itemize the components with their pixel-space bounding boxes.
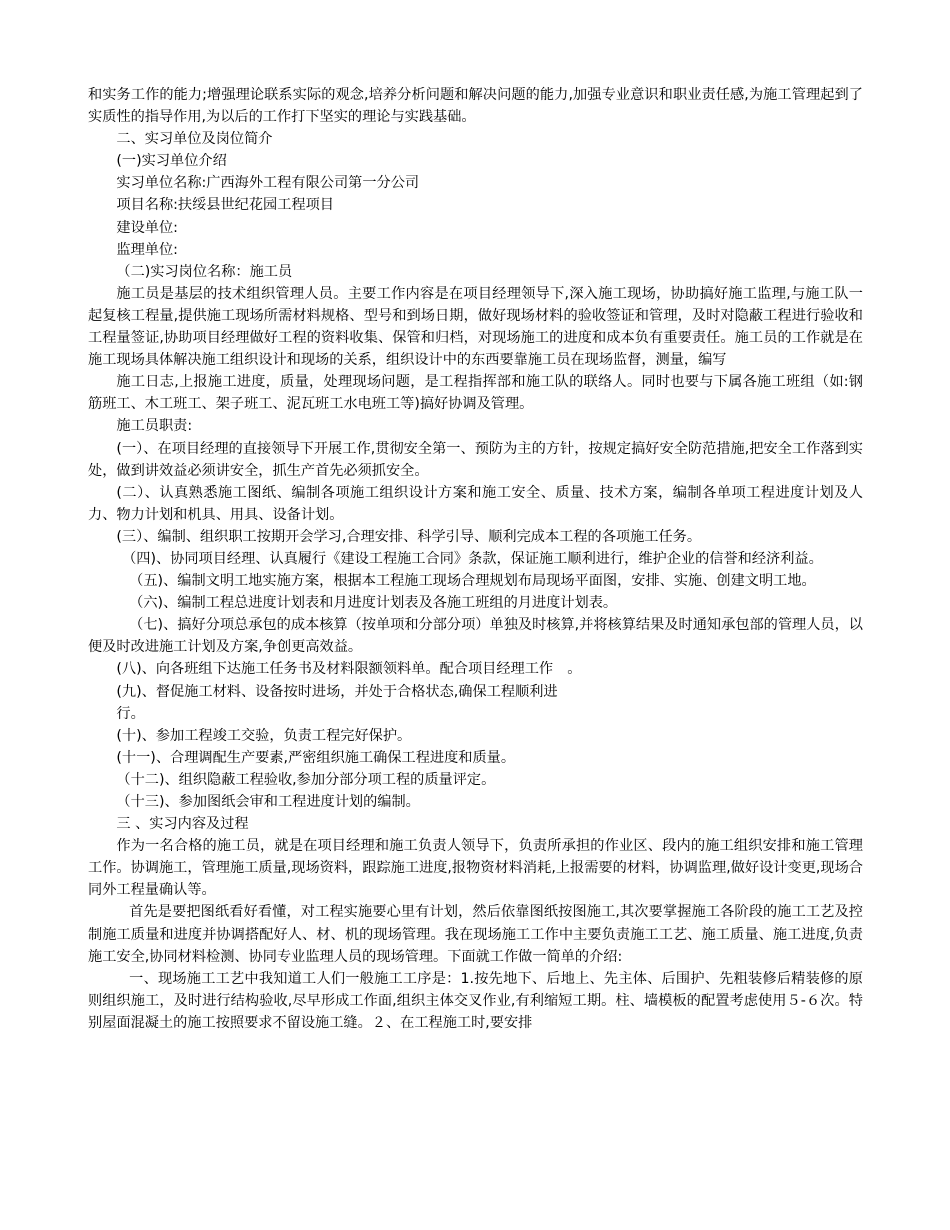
paragraph: （四)、协同项目经理、认真履行《建设工程施工合同》条款，保证施工顺利进行，维护企业的信誉和经济利益。 [122,550,823,567]
paragraph: （五)、编制文明工地实施方案，根据本工程施工现场合理规划布局现场平面图，安排、实施、创建文明工地。 [129,573,816,590]
paragraph: 首先是要把图纸看好看懂，对工程实施要心里有计划，然后依靠图纸按图施工,其次要掌握施工各阶段的施工工艺及控制施工质量和进度并协调搭配好人、材、机的现场管理。我在现场施工工作中主要负责施工工艺、施工质量、施工进度,负责施工安全,协同材料检测、协同专业监理人员的现场管理。下面就工作做一简单的介绍: [88,904,863,965]
paragraph: (八)、向各班组下达施工任务书及材料限额领料单。配合项目经理工作 。 [116,661,582,678]
paragraph: 施工员职责: [116,418,193,435]
paragraph: （二)实习岗位名称：施工员 [116,263,293,280]
paragraph: (九)、督促施工材料、设备按时进场，并处于合格状态,确保工程顺利进 [116,683,558,700]
paragraph: 实习单位名称:广西海外工程有限公司第一分公司 [116,175,420,192]
paragraph: 作为一名合格的施工员，就是在项目经理和施工负责人领导下，负责所承担的作业区、段内的施工组织安排和施工管理工作。协调施工，管理施工质量,现场资料，跟踪施工进度,报物资材料消耗,上报需要的材料，协调监理,做好设计变更,现场合同外工程量确认等。 [88,838,863,899]
paragraph: (十)、参加工程竣工交验，负责工程完好保护。 [116,727,412,744]
paragraph: 二、实习单位及岗位简介 [116,131,273,148]
document-page [88,84,863,1034]
paragraph: 施工日志,上报施工进度，质量，处理现场问题，是工程指挥部和施工队的联络人。同时也要与下属各施工班组（如:钢筋班工、木工班工、架子班工、泥瓦班工水电班工等)搞好协调及管理。 [88,374,863,413]
paragraph: 三 、实习内容及过程 [116,816,249,833]
paragraph: （十三)、参加图纸会审和工程进度计划的编制。 [116,794,420,810]
paragraph: 项目名称:扶绥县世纪花园工程项目 [116,197,334,214]
paragraph: 监理单位: [116,241,178,258]
paragraph: 一、现场施工工艺中我知道工人们一般施工工序是：1.按先地下、后地上、先主体、后围护、先粗装修后精装修的原则组织施工，及时进行结构验收,尽早形成工作面,组织主体交叉作业,有利缩短工期。柱、墙模板的配置考虑使用５-６次。特别屋面混凝土的施工按照要求不留设施工缝。２、在工程施工时,要安排 [88,970,863,1031]
paragraph: 和实务工作的能力;增强理论联系实际的观念,培养分析问题和解决问题的能力,加强专业意识和职业责任感,为施工管理起到了实质性的指导作用,为以后的工作打下坚实的理论与实践基础。 [88,87,863,126]
paragraph: （七)、搞好分项总承包的成本核算（按单项和分部分项）单独及时核算,并将核算结果及时通知承包部的管理人员，以便及时改进施工计划及方案,争创更高效益。 [88,617,863,656]
paragraph: (一)实习单位介绍 [116,153,227,170]
paragraph: (三）、编制、组织职工按期开会学习,合理安排、科学引导、顺利完成本工程的各项施工任务。 [116,528,702,545]
paragraph: 建设单位: [116,219,178,236]
paragraph: 行。 [116,705,145,722]
paragraph: （十二)、组织隐蔽工程验收,参加分部分项工程的质量评定。 [116,771,496,788]
paragraph: 施工员是基层的技术组织管理人员。主要工作内容是在项目经理领导下,深入施工现场，协助搞好施工监理,与施工队一起复核工程量,提供施工现场所需材料规格、型号和到场日期，做好现场材料的验收签证和管理，及时对隐蔽工程进行验收和工程量签证,协助项目经理做好工程的资料收集、保管和归档，对现场施工的进度和成本负有重要责任。施工员的工作就是在施工现场具体解决施工组织设计和现场的关系，组织设计中的东西要靠施工员在现场监督，测量，编写 [88,285,863,369]
paragraph: (十一)、合理调配生产要素,严密组织施工确保工程进度和质量。 [116,749,516,766]
paragraph: (二）、认真熟悉施工图纸、编制各项施工组织设计方案和施工安全、质量、技术方案，编制各单项工程进度计划及人力、物力计划和机具、用具、设备计划。 [88,484,863,523]
paragraph: （六)、编制工程总进度计划表和月进度计划表及各施工班组的月进度计划表。 [129,595,618,612]
paragraph: (一）、在项目经理的直接领导下开展工作,贯彻安全第一、预防为主的方针，按规定搞好安全防范措施,把安全工作落到实处，做到讲效益必须讲安全，抓生产首先必须抓安全。 [88,440,863,479]
